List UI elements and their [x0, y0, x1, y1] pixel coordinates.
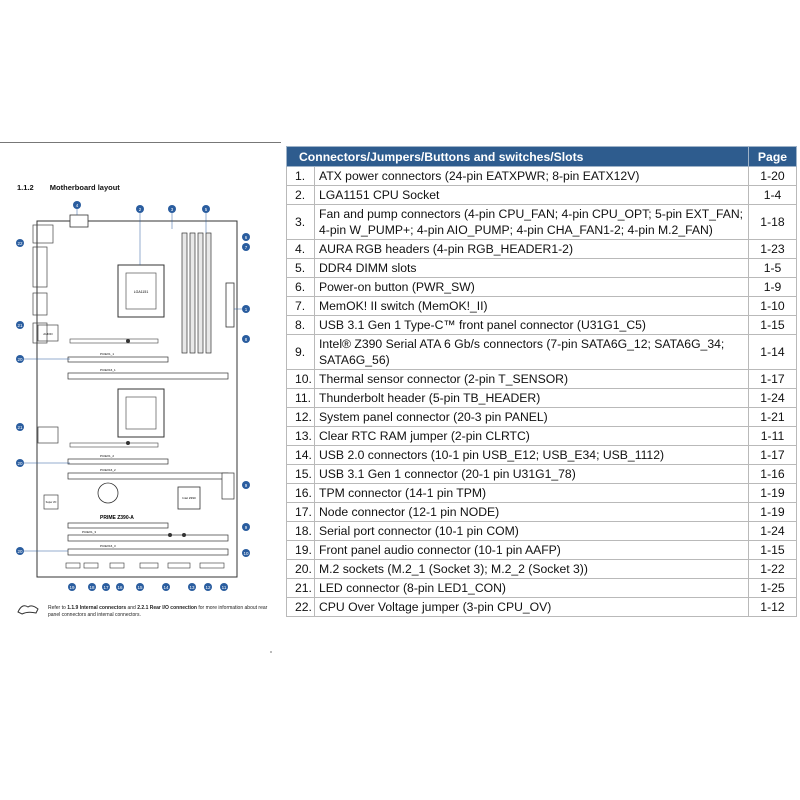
table-row — [287, 598, 797, 617]
header-page: Page — [749, 147, 797, 167]
sata-block — [222, 473, 234, 499]
row-description: CPU Over Voltage jumper (3-pin CPU_OV) — [315, 598, 749, 617]
row-page: 1-19 — [749, 484, 797, 503]
row-page: 1-24 — [749, 522, 797, 541]
eatx12v-connector — [70, 215, 88, 227]
row-page: 1-21 — [749, 408, 797, 427]
row-description: Front panel audio connector (10-1 pin AAFP) — [315, 541, 749, 560]
row-description: System panel connector (20-3 pin PANEL) — [315, 408, 749, 427]
callout-label: 7 — [244, 245, 248, 250]
page-mark — [270, 651, 272, 653]
row-description: Serial port connector (10-1 pin COM) — [315, 522, 749, 541]
row-page: 1-23 — [749, 240, 797, 259]
row-number: 14. — [287, 446, 315, 465]
callout-label: 9 — [244, 525, 248, 530]
row-description: Node connector (12-1 pin NODE) — [315, 503, 749, 522]
callout-label: 8 — [244, 337, 248, 342]
row-number: 4. — [287, 240, 315, 259]
row-page: 1-14 — [749, 335, 797, 370]
motherboard-diagram — [0, 143, 281, 663]
table-row — [287, 522, 797, 541]
callout-label: 16 — [117, 585, 123, 590]
row-page: 1-9 — [749, 278, 797, 297]
pcie-slot — [68, 523, 168, 528]
header-description: Connectors/Jumpers/Buttons and switches/Slots — [287, 147, 749, 167]
row-number: 19. — [287, 541, 315, 560]
cmos-battery — [98, 483, 118, 503]
callouts-right — [242, 233, 250, 557]
callout-label: 1 — [244, 307, 248, 312]
row-page: 1-10 — [749, 297, 797, 316]
row-page: 1-17 — [749, 370, 797, 389]
row-number: 9. — [287, 335, 315, 370]
table-row — [287, 484, 797, 503]
row-page: 1-24 — [749, 389, 797, 408]
table-row — [287, 240, 797, 259]
m2-slot — [70, 339, 158, 343]
row-page: 1-25 — [749, 579, 797, 598]
callout-label: 20 — [17, 549, 23, 554]
pcie-x1-1-label: PCIEX1_1 — [100, 352, 115, 356]
table-row — [287, 503, 797, 522]
pcie-slot — [68, 473, 228, 479]
callout-label: 3 — [170, 207, 174, 212]
header-dot — [126, 339, 130, 343]
callout-label: 9 — [244, 483, 248, 488]
callout-label: 17 — [103, 585, 109, 590]
dimm-slot — [198, 233, 203, 353]
rear-io-block — [33, 293, 47, 315]
row-description: DDR4 DIMM slots — [315, 259, 749, 278]
table-row — [287, 427, 797, 446]
callout-label: 21 — [17, 425, 23, 430]
dimm-slot — [182, 233, 187, 353]
reference-note — [48, 605, 268, 619]
callouts-top — [73, 201, 210, 213]
row-number: 12. — [287, 408, 315, 427]
header-dot — [182, 533, 186, 537]
audio-label: AUDIO — [43, 332, 53, 336]
row-number: 2. — [287, 186, 315, 205]
section-number: 1.1.2 — [17, 183, 34, 192]
pcie-slot — [68, 357, 168, 362]
chip-block-inner — [126, 397, 156, 429]
callout-label: 15 — [137, 585, 143, 590]
row-page: 1-16 — [749, 465, 797, 484]
table-row — [287, 541, 797, 560]
pcie-slot — [68, 549, 228, 555]
bottom-header — [168, 563, 190, 568]
row-number: 16. — [287, 484, 315, 503]
row-page: 1-22 — [749, 560, 797, 579]
row-number: 6. — [287, 278, 315, 297]
callout-label: 22 — [17, 241, 23, 246]
row-description: Thunderbolt header (5-pin TB_HEADER) — [315, 389, 749, 408]
row-description: USB 2.0 connectors (10-1 pin USB_E12; USB_E34; USB_1112) — [315, 446, 749, 465]
callout-label: 14 — [163, 585, 169, 590]
row-description: Thermal sensor connector (2-pin T_SENSOR) — [315, 370, 749, 389]
chipset-label: Intel Z390 — [182, 496, 196, 500]
table-row — [287, 446, 797, 465]
row-description: LGA1151 CPU Socket — [315, 186, 749, 205]
row-number: 8. — [287, 316, 315, 335]
bottom-header — [110, 563, 124, 568]
row-page: 1-12 — [749, 598, 797, 617]
bottom-header — [140, 563, 158, 568]
table-row — [287, 408, 797, 427]
row-description: USB 3.1 Gen 1 Type-C™ front panel connector (U31G1_C5) — [315, 316, 749, 335]
pcie-slot — [68, 459, 168, 464]
table-row — [287, 579, 797, 598]
note-text: for more information about rear panel connectors and internal connectors. — [48, 605, 268, 618]
callouts-bottom — [68, 583, 228, 591]
callouts-left — [16, 239, 24, 555]
row-number: 18. — [287, 522, 315, 541]
pcie-slot — [68, 535, 228, 541]
callout-label: 11 — [221, 585, 227, 590]
row-page: 1-18 — [749, 205, 797, 240]
row-description: TPM connector (14-1 pin TPM) — [315, 484, 749, 503]
row-number: 10. — [287, 370, 315, 389]
row-description: USB 3.1 Gen 1 connector (20-1 pin U31G1_78) — [315, 465, 749, 484]
section-title: Motherboard layout — [49, 183, 120, 192]
table-row — [287, 465, 797, 484]
m2-slot — [70, 443, 158, 447]
row-number: 20. — [287, 560, 315, 579]
rear-io-block — [33, 225, 53, 243]
motherboard-layout-page — [0, 142, 281, 662]
note-reference: 2.2.1 Rear I/O connection — [137, 605, 197, 611]
table-row — [287, 560, 797, 579]
bottom-header — [66, 563, 80, 568]
row-page: 1-15 — [749, 316, 797, 335]
callout-label: 12 — [205, 585, 211, 590]
note-text: Refer to — [48, 605, 68, 611]
table-row — [287, 186, 797, 205]
header-dot — [168, 533, 172, 537]
chip-block — [118, 389, 164, 437]
pcie-x1-2-label: PCIEX1_2 — [100, 454, 115, 458]
cpu-label: LGA1151 — [133, 290, 149, 294]
dimm-slot — [206, 233, 211, 353]
note-text: and — [126, 605, 138, 611]
pcie-x1-3-label: PCIEX1_3 — [82, 530, 97, 534]
callout-label: 18 — [89, 585, 95, 590]
table-row — [287, 370, 797, 389]
row-number: 3. — [287, 205, 315, 240]
callout-label: 13 — [189, 585, 195, 590]
pcie-slot — [68, 373, 228, 379]
row-page: 1-11 — [749, 427, 797, 446]
pcie-2-label: PCIEX16_2 — [100, 468, 116, 472]
row-description: LED connector (8-pin LED1_CON) — [315, 579, 749, 598]
row-description: Fan and pump connectors (4-pin CPU_FAN; 4-pin CPU_OPT; 5-pin EXT_FAN; 4-pin W_PUMP+; 4-pin AIO_PUMP; 4-pin CHA_FAN1-2; 4-pin M.2_FAN) — [315, 205, 749, 240]
eatxpwr-connector — [226, 283, 234, 327]
connectors-table-wrap — [286, 146, 796, 617]
connectors-table — [286, 146, 797, 617]
callout-label: 4 — [75, 203, 79, 208]
board-name-label: PRIME Z390-A — [100, 515, 134, 521]
table-row — [287, 316, 797, 335]
callout-label: 2 — [138, 207, 142, 212]
callout-label: 6 — [244, 235, 248, 240]
callout-label: 20 — [17, 461, 23, 466]
table-body — [287, 167, 797, 617]
row-description: AURA RGB headers (4-pin RGB_HEADER1-2) — [315, 240, 749, 259]
dimm-slot — [190, 233, 195, 353]
callout-label: 5 — [204, 207, 208, 212]
pcie-3-label: PCIEX16_3 — [100, 544, 116, 548]
row-description: ATX power connectors (24-pin EATXPWR; 8-pin EATX12V) — [315, 167, 749, 186]
row-number: 5. — [287, 259, 315, 278]
bottom-header — [200, 563, 224, 568]
note-reference: 1.1.9 Internal connectors — [67, 605, 127, 611]
audio-block — [38, 427, 58, 443]
table-row — [287, 297, 797, 316]
row-page: 1-20 — [749, 167, 797, 186]
row-number: 7. — [287, 297, 315, 316]
row-number: 21. — [287, 579, 315, 598]
row-description: MemOK! II switch (MemOK!_II) — [315, 297, 749, 316]
table-row — [287, 259, 797, 278]
header-dot — [126, 441, 130, 445]
callout-label: 19 — [69, 585, 75, 590]
hand-note-icon — [16, 601, 40, 615]
table-row — [287, 389, 797, 408]
row-page: 1-4 — [749, 186, 797, 205]
callout-label: 20 — [17, 357, 23, 362]
row-description: Clear RTC RAM jumper (2-pin CLRTC) — [315, 427, 749, 446]
bottom-header — [84, 563, 98, 568]
callout-label: 10 — [243, 551, 249, 556]
row-page: 1-19 — [749, 503, 797, 522]
callout-label: 21 — [17, 323, 23, 328]
table-row — [287, 205, 797, 240]
table-header-row — [287, 147, 797, 167]
row-number: 1. — [287, 167, 315, 186]
table-row — [287, 335, 797, 370]
row-number: 15. — [287, 465, 315, 484]
row-description: Intel® Z390 Serial ATA 6 Gb/s connectors (7-pin SATA6G_12; SATA6G_34; SATA6G_56) — [315, 335, 749, 370]
row-page: 1-17 — [749, 446, 797, 465]
row-number: 13. — [287, 427, 315, 446]
row-page: 1-5 — [749, 259, 797, 278]
table-row — [287, 167, 797, 186]
row-description: M.2 sockets (M.2_1 (Socket 3); M.2_2 (Socket 3)) — [315, 560, 749, 579]
row-number: 17. — [287, 503, 315, 522]
row-page: 1-15 — [749, 541, 797, 560]
pcie-1-label: PCIEX16_1 — [100, 368, 116, 372]
super-io-label: Super I/O — [45, 501, 57, 504]
row-number: 11. — [287, 389, 315, 408]
row-description: Power-on button (PWR_SW) — [315, 278, 749, 297]
rear-io-block — [33, 247, 47, 287]
row-number: 22. — [287, 598, 315, 617]
table-row — [287, 278, 797, 297]
